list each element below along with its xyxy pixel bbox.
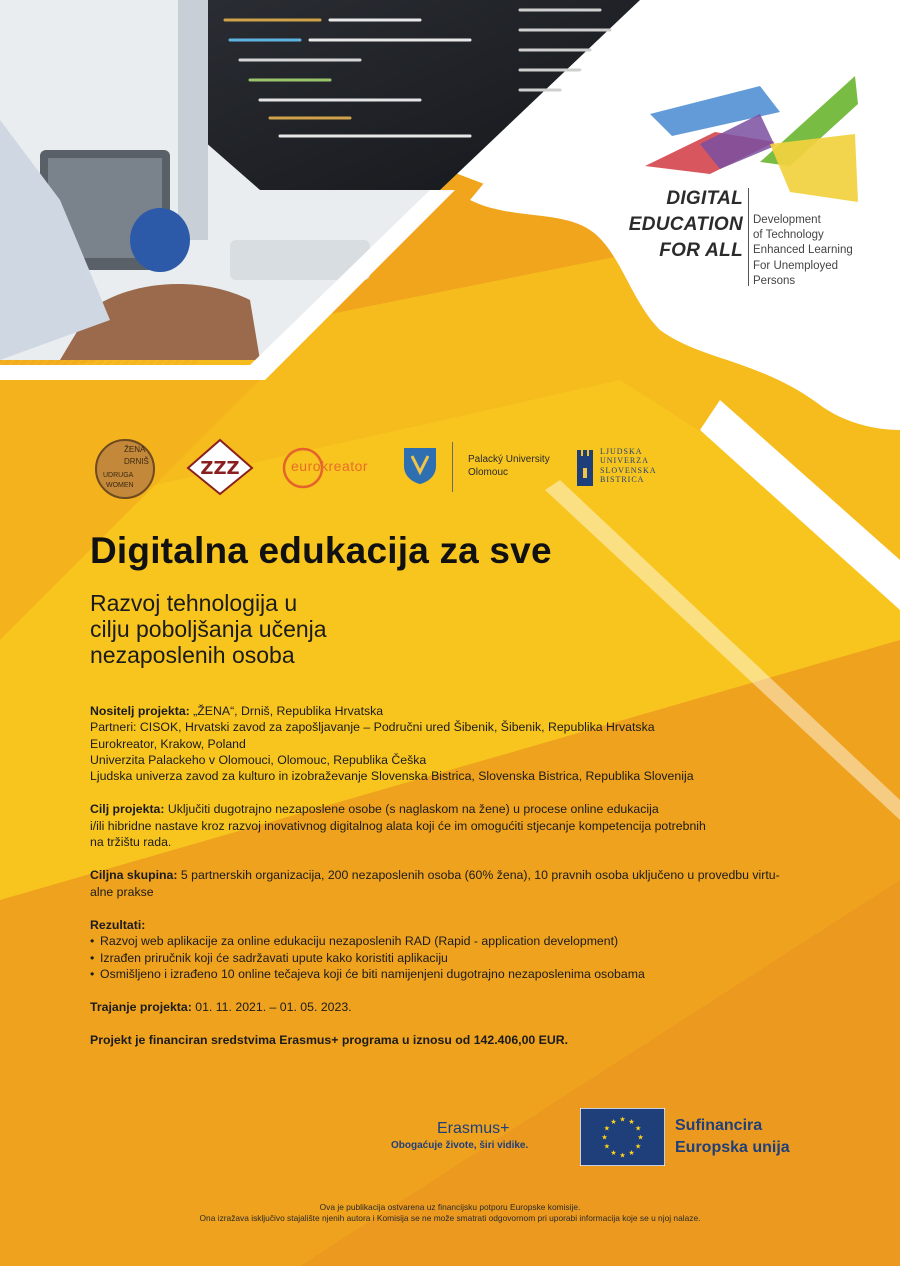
disclaimer-line: Ova je publikacija ostvarena uz financijsku potporu Europske komisije.: [319, 1202, 581, 1212]
disclaimer: [0, 1202, 900, 1224]
svg-text:★: ★: [619, 1115, 626, 1124]
target-line: 5 partnerskih organizacija, 200 nezaposlenih osoba (60% žena), 10 pravnih osoba uključeno u provedbu virtu-: [177, 868, 780, 883]
logo-subtitle-line: For Unemployed: [753, 259, 839, 272]
erasmus-logo-text: Erasmus+: [437, 1120, 510, 1137]
eu-flag-icon: [580, 1108, 665, 1166]
ljudska-text: [600, 447, 657, 485]
palacky-divider: [452, 442, 453, 492]
zena-text: DRNIŠ: [124, 457, 149, 466]
duration-value: 01. 11. 2021. – 01. 05. 2023.: [191, 1000, 352, 1015]
zena-text: UDRUGA: [103, 472, 134, 479]
funding-statement: [90, 1032, 820, 1048]
eurokreator-text: eurokreator: [291, 458, 369, 474]
results-item: • Osmišljeno i izrađeno 10 online tečajeva koji će biti namijenjeni dugotrajno nezaposlenima osobama: [90, 966, 820, 982]
svg-text:★: ★: [601, 1133, 608, 1142]
spacer: [90, 784, 820, 801]
holder-label: Nositelj projekta:: [90, 704, 190, 718]
logo-subtitle-line: Persons: [753, 274, 796, 287]
page-title: Digitalna edukacija za sve: [90, 530, 552, 571]
svg-text:★: ★: [603, 1142, 611, 1151]
svg-text:★: ★: [634, 1142, 642, 1151]
target-label: Ciljna skupina:: [90, 868, 178, 883]
logo-subtitle-line: Enhanced Learning: [753, 244, 853, 257]
project-duration: [90, 999, 820, 1015]
ljudska-text-line: SLOVENSKA: [600, 465, 657, 475]
results-heading: [90, 917, 820, 933]
duration-label: Trajanje projekta:: [90, 1000, 192, 1015]
zena-text: ŽENA: [124, 445, 146, 454]
zena-text: WOMEN: [106, 482, 134, 489]
page-subtitle: [90, 590, 327, 668]
logo-title-line: FOR ALL: [659, 240, 743, 261]
svg-text:★: ★: [634, 1124, 642, 1133]
zena-logo: [94, 438, 156, 500]
spacer: [90, 850, 820, 867]
spacer: [90, 900, 820, 917]
ljudska-tower-icon: [575, 446, 595, 488]
subtitle-line: cilju poboljšanja učenja: [90, 616, 327, 642]
project-description: [90, 703, 820, 1049]
erasmus-slogan: Obogaćuje živote, širi vidike.: [391, 1140, 529, 1151]
svg-text:★: ★: [619, 1151, 626, 1160]
ljudska-univerza-logo: [575, 446, 665, 490]
svg-text:★: ★: [628, 1117, 635, 1126]
partners-line: Eurokreator, Krakow, Poland: [90, 736, 246, 751]
palacky-shield-icon: [400, 442, 440, 486]
svg-text:★: ★: [610, 1149, 617, 1158]
eu-text-line: Sufinancira: [675, 1117, 763, 1134]
logo-title-line: EDUCATION: [628, 214, 743, 235]
results-item: • Izrađen priručnik koji će sadržavati upute kako koristiti aplikaciju: [90, 950, 820, 966]
target-line: alne prakse: [90, 884, 154, 899]
goal-line: i/ili hibridne nastave kroz razvoj inovativnog digitalnog alata koji će im omogućiti stjecanje kompetencija potrebnih: [90, 818, 706, 833]
partners-label: Partneri:: [90, 720, 137, 735]
logo-subtitle-line: Development: [753, 214, 821, 226]
partners-line: Univerzita Palackeho v Olomouci, Olomouc, Republika Češka: [90, 752, 427, 767]
goal-label: Cilj projekta:: [90, 802, 165, 817]
palacky-text: Olomouc: [468, 467, 509, 478]
svg-text:★: ★: [603, 1124, 611, 1133]
results-label: Rezultati:: [90, 917, 146, 932]
svg-text:ZZZ: ZZZ: [200, 458, 240, 479]
goal-line: Uključiti dugotrajno nezaposlene osobe (s naglaskom na žene) u procese online edukacija: [164, 802, 659, 817]
disclaimer-line: Ona izražava isključivo stajalište njenih autora i Komisija se ne može smatrati odgovornom pri uporabi informacija koje se u njoj nalaze.: [199, 1213, 701, 1223]
subtitle-line: nezaposlenih osoba: [90, 642, 295, 668]
eu-text-line: Europska unija: [675, 1139, 790, 1156]
funding-text: Projekt je financiran sredstvima Erasmus+ programa u iznosu od 142.406,00 EUR.: [90, 1033, 569, 1048]
results-item: • Razvoj web aplikacije za online edukaciju nezaposlenih RAD (Rapid - application development): [90, 933, 820, 949]
project-logo-subtitle: [753, 213, 853, 289]
holder-value: „ŽENA“, Drniš, Republika Hrvatska: [189, 704, 384, 718]
goal-line: na tržištu rada.: [90, 835, 172, 850]
ljudska-text-line: BISTRICA: [600, 475, 645, 485]
spacer: [90, 1015, 820, 1032]
logo-divider: [748, 188, 749, 286]
partners-line: Ljudska univerza zavod za kulturo in izobraževanje Slovenska Bistrica, Slovenska Bistrica, Republika Slovenija: [90, 769, 694, 784]
logo-title-line: DIGITAL: [666, 188, 743, 209]
ljudska-text-line: UNIVERZA: [600, 456, 649, 466]
eurokreator-logo: [281, 446, 383, 490]
partners-line: CISOK, Hrvatski zavod za zapošljavanje – Područni ured Šibenik, Šibenik, Republika Hrvatska: [136, 720, 655, 735]
results-list: [90, 933, 820, 982]
svg-text:★: ★: [610, 1117, 617, 1126]
logo-subtitle-line: of Technology: [753, 229, 824, 242]
svg-text:★: ★: [628, 1149, 635, 1158]
hzz-logo-icon: [186, 438, 254, 496]
project-partners: [90, 719, 820, 735]
svg-text:★: ★: [637, 1133, 644, 1142]
spacer: [90, 982, 820, 999]
palacky-logo: [400, 442, 560, 494]
target-group: [90, 867, 820, 883]
ljudska-text-line: LJUDSKA: [600, 447, 643, 456]
eu-cofunded-text: [675, 1115, 790, 1159]
project-goal: [90, 801, 820, 817]
palacky-text: Palacký University: [468, 454, 550, 465]
project-holder: [90, 703, 820, 719]
project-logo-title: [600, 186, 743, 264]
subtitle-line: Razvoj tehnologija u: [90, 590, 298, 616]
